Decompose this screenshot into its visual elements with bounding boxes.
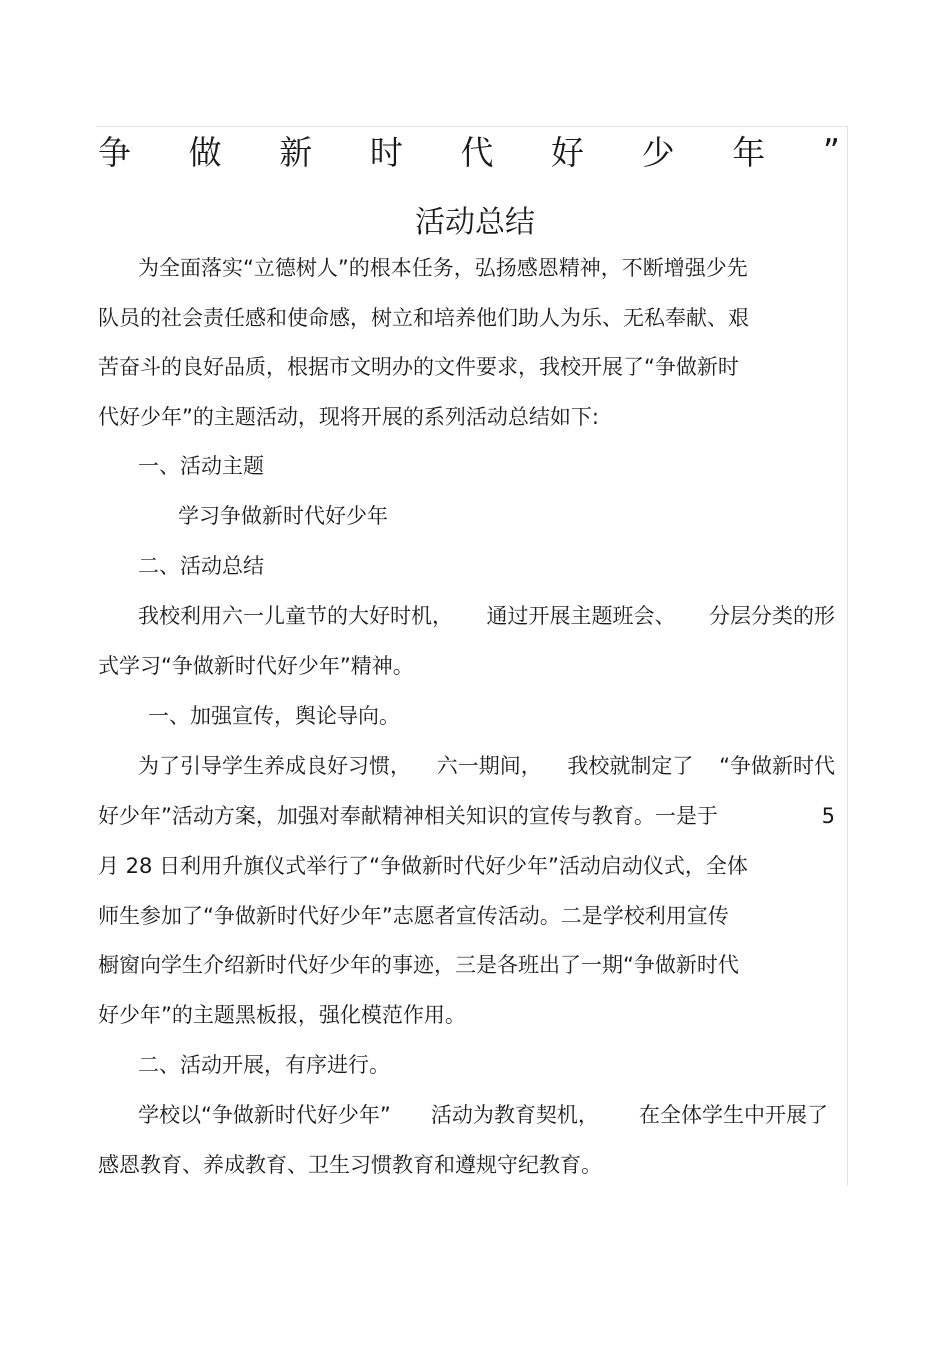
body-line — [138, 1100, 828, 1130]
title-char: 争 — [98, 132, 131, 172]
body-line: 为全面落实“立德树人”的根本任务，弘扬感恩精神，不断增强少先 — [138, 256, 748, 280]
subsection-heading: 二、活动开展，有序进行。 — [138, 1053, 390, 1077]
document-title — [98, 125, 840, 175]
body-line: 代好少年”的主题活动，现将开展的系列活动总结如下: — [98, 405, 599, 429]
body-line: 橱窗向学生介绍新时代好少年的事迹，三是各班出了一期“争做新时代 — [98, 953, 739, 977]
body-segment: 活动为教育契机， — [430, 1103, 599, 1127]
body-segment: 学校以“争做新时代好少年” — [138, 1103, 391, 1127]
body-line: 苦奋斗的良好品质，根据市文明办的文件要求，我校开展了“争做新时 — [98, 355, 739, 379]
body-line: 感恩教育、养成教育、卫生习惯教育和遵规守纪教育。 — [98, 1153, 602, 1177]
body-line — [138, 601, 835, 631]
body-segment: “争做新时代 — [719, 754, 835, 778]
body-segment: 5 — [821, 804, 835, 828]
body-segment: 六一期间， — [436, 754, 542, 778]
title-char: 好 — [551, 132, 585, 172]
title-char: 时 — [369, 132, 403, 172]
body-segment: 我校就制定了 — [567, 754, 694, 778]
title-char: 做 — [188, 132, 222, 172]
subsection-heading: 一、加强宣传，舆论导向。 — [148, 704, 400, 728]
section-heading: 一、活动主题 — [138, 454, 264, 478]
section-heading: 二、活动总结 — [138, 554, 264, 578]
theme-text: 学习争做新时代好少年 — [178, 504, 388, 528]
title-char: 年 — [732, 132, 766, 172]
body-segment: 在全体学生中开展了 — [638, 1103, 828, 1127]
body-line — [138, 751, 835, 781]
body-segment: 分层分类的形 — [709, 604, 835, 628]
body-segment: 为了引导学生养成良好习惯， — [138, 754, 411, 778]
page-right-border — [847, 126, 848, 1186]
title-char: ” — [822, 130, 840, 170]
title-char: 新 — [279, 132, 313, 172]
body-line — [98, 801, 835, 831]
body-line: 好少年”的主题黑板报，强化模范作用。 — [98, 1003, 466, 1027]
title-char: 少 — [641, 132, 675, 172]
body-line: 师生参加了“争做新时代好少年”志愿者宣传活动。二是学校利用宣传 — [98, 904, 729, 928]
body-segment: 我校利用六一儿童节的大好时机， — [138, 604, 453, 628]
body-segment: 通过开展主题班会、 — [486, 604, 676, 628]
body-line: 队员的社会责任感和使命感，树立和培养他们助人为乐、无私奉献、艰 — [98, 306, 749, 330]
body-line: 月 28 日利用升旗仪式举行了“争做新时代好少年”活动启动仪式，全体 — [98, 854, 748, 878]
title-char: 代 — [460, 132, 494, 172]
document-subtitle: 活动总结 — [415, 205, 535, 240]
body-segment: 好少年”活动方案，加强对奉献精神相关知识的宣传与教育。一是于 — [98, 804, 718, 828]
body-line: 式学习“争做新时代好少年”精神。 — [98, 654, 414, 678]
